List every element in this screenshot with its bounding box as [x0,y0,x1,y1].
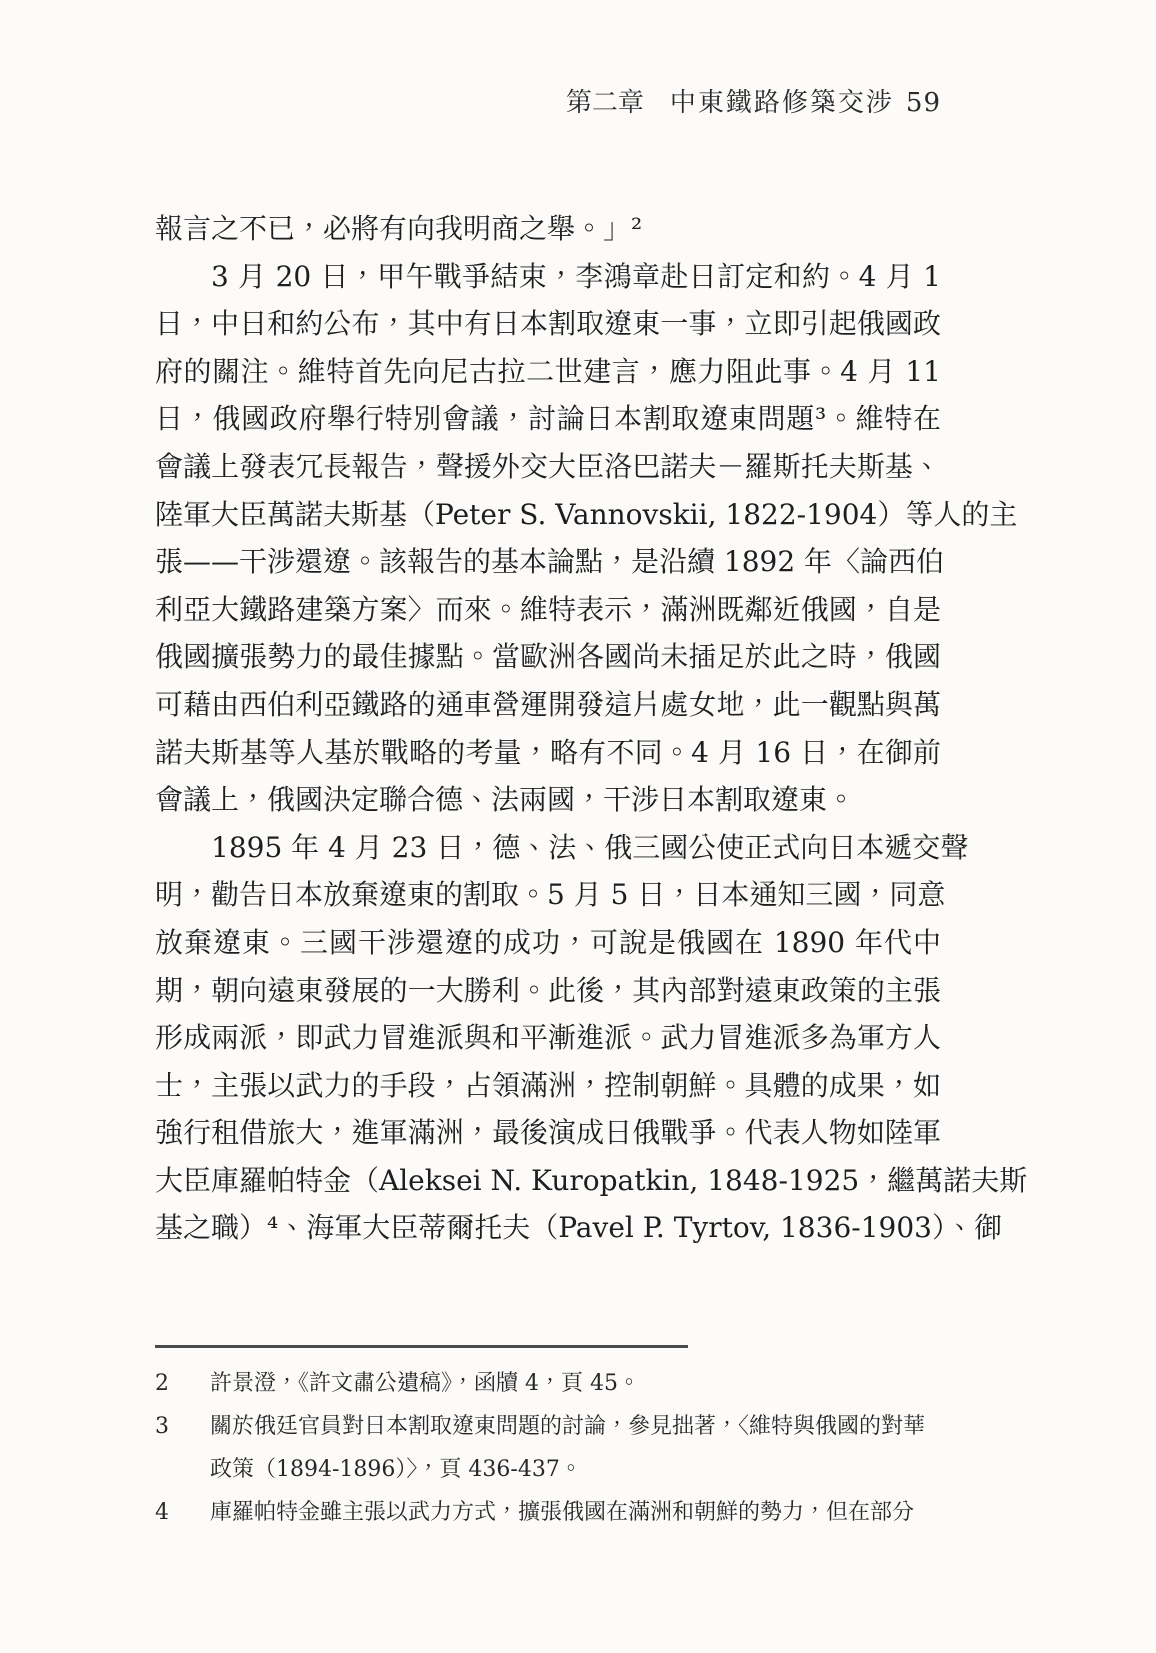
body-line: 期，朝向遠東發展的一大勝利。此後，其內部對遠東政策的主張 [155,973,941,1007]
footnote-marker: 2 [155,1371,169,1396]
body-line: 明，勸告日本放棄遼東的割取。5 月 5 日，日本通知三國，同意 [155,878,946,912]
footnote-marker: 3 [155,1414,169,1439]
body-line: 報言之不已，必將有向我明商之舉。」² [155,212,643,245]
page-number: 59 [905,88,941,118]
body-line: 強行租借旅大，進軍滿洲，最後演成日俄戰爭。代表人物如陸軍 [155,1116,941,1150]
body-line: 大臣庫羅帕特金（Aleksei N. Kuropatkin, 1848-1925，繼萬諾夫斯 [155,1163,1028,1197]
footnote-text: 庫羅帕特金雖主張以武力方式，擴張俄國在滿洲和朝鮮的勢力，但在部分 [210,1500,915,1525]
body-line: 俄國擴張勢力的最佳據點。當歐洲各國尚未插足於此之時，俄國 [155,640,941,674]
body-line: 1895 年 4 月 23 日，德、法、俄三國公使正式向日本遞交聲 [211,830,969,864]
body-line: 基之職）⁴、海軍大臣蒂爾托夫（Pavel P. Tyrtov, 1836-1903）、御 [155,1211,1002,1245]
body-line: 可藉由西伯利亞鐵路的通車營運開發這片處女地，此一觀點與萬 [155,687,941,721]
body-line: 會議上發表冗長報告，聲援外交大臣洛巴諾夫－羅斯托夫斯基、 [155,449,941,483]
body-line: 日，俄國政府舉行特別會議，討論日本割取遼東問題³。維特在 [155,402,941,436]
footnotes [155,1362,945,1534]
body-line: 利亞大鐵路建築方案〉而來。維特表示，滿洲既鄰近俄國，自是 [155,592,941,626]
chapter-title: 中東鐵路修築交涉 [669,88,894,118]
body-line: 士，主張以武力的手段，占領滿洲，控制朝鮮。具體的成果，如 [155,1068,941,1102]
body-line: 放棄遼東。三國干涉還遼的成功，可說是俄國在 1890 年代中 [155,925,941,959]
body-line: 會議上，俄國決定聯合德、法兩國，干涉日本割取遼東。 [155,783,856,817]
footnote-marker: 4 [155,1500,169,1525]
footnote-text: 政策（1894-1896）〉，頁 436-437。 [210,1457,582,1482]
footnote-text: 關於俄廷官員對日本割取遼東問題的討論，參見拙著，〈維特與俄國的對華 [210,1414,926,1439]
body-line: 陸軍大臣萬諾夫斯基（Peter S. Vannovskii, 1822-1904）等人的主 [155,497,1018,531]
body-line: 諾夫斯基等人基於戰略的考量，略有不同。4 月 16 日，在御前 [155,735,941,769]
body-line: 3 月 20 日，甲午戰爭結束，李鴻章赴日訂定和約。4 月 1 [211,259,941,293]
footnote-text: 許景澄，《許文肅公遺稿》，函牘 4，頁 45。 [210,1371,640,1396]
footnote-line [155,1362,945,1405]
footnote-line [155,1405,945,1448]
footnote-separator [155,1345,688,1348]
body-line: 日，中日和約公布，其中有日本割取遼東一事，立即引起俄國政 [155,307,941,341]
chapter-label: 第二章 [565,88,644,118]
footnote-line [155,1448,945,1491]
body-line: 張——干涉還遼。該報告的基本論點，是沿續 1892 年〈論西伯 [155,545,945,579]
body-line: 府的關注。維特首先向尼古拉二世建言，應力阻此事。4 月 11 [155,354,941,388]
body-line: 形成兩派，即武力冒進派與和平漸進派。武力冒進派多為軍方人 [155,1021,941,1055]
footnote-line [155,1491,945,1534]
body-text [155,205,1028,1252]
running-header [155,86,941,120]
